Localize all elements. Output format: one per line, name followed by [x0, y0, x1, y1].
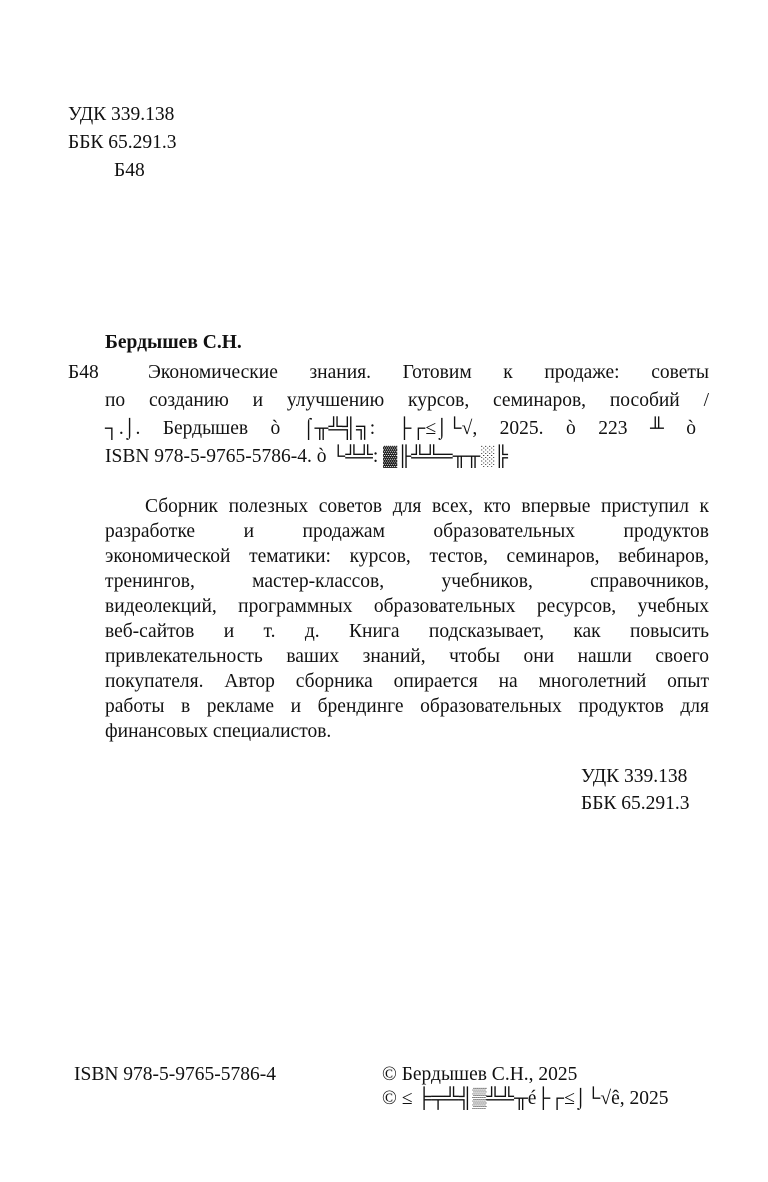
- footer-isbn: ISBN 978-5-9765-5786-4: [74, 1064, 277, 1085]
- bbk-bottom: ББК 65.291.3: [581, 793, 690, 814]
- catalog-mark: Б48: [68, 362, 99, 383]
- catalog-title-line-2: по созданию и улучшению курсов, семинаров, пособий /: [105, 390, 709, 411]
- abstract-line: покупателя. Автор сборника опирается на многолетний опыт: [105, 671, 709, 692]
- abstract-line: веб-сайтов и т. д. Книга подсказывает, как повысить: [105, 621, 709, 642]
- abstract-line: разработке и продажам образовательных продуктов: [105, 521, 709, 542]
- abstract-line: экономической тематики: курсов, тестов, семинаров, вебинаров,: [105, 546, 709, 567]
- abstract-line: работы в рекламе и брендинге образовательных продуктов для: [105, 696, 709, 717]
- copyright-author: © Бердышев С.Н., 2025: [382, 1064, 578, 1085]
- abstract-line: привлекательность ваших знаний, чтобы они нашли своего: [105, 646, 709, 667]
- catalog-title-line-1: Экономические знания. Готовим к продаже: советы: [148, 362, 709, 383]
- catalog-isbn-line: ISBN 978-5-9765-5786-4. ò └╩╩: ▓╟╩╩═╥╥░╠: [105, 446, 508, 467]
- udk-top: УДК 339.138: [68, 104, 175, 125]
- bbk-top: ББК 65.291.3: [68, 132, 177, 153]
- author-heading: Бердышев С.Н.: [105, 332, 242, 353]
- udk-bottom: УДК 339.138: [581, 766, 688, 787]
- abstract-line: финансовых специалистов.: [105, 721, 332, 742]
- author-mark-top: Б48: [114, 160, 145, 181]
- copyright-publisher: © ≤ ╞╤╩╣▒╩╩╥é├┌≤⌡└√ê, 2025: [382, 1088, 669, 1109]
- abstract-paragraph: [105, 494, 709, 744]
- abstract-line: видеолекций, программных образовательных ресурсов, учебных: [105, 596, 709, 617]
- abstract-line: Сборник полезных советов для всех, кто впервые приступил к: [145, 496, 709, 517]
- catalog-title-line-3: ┐.⌡. Бердышев ò ⌠╥╩╣╗: ├┌≤⌡└√, 2025. ò 223 ╨ ò: [105, 418, 696, 439]
- abstract-line: тренингов, мастер-классов, учебников, справочников,: [105, 571, 709, 592]
